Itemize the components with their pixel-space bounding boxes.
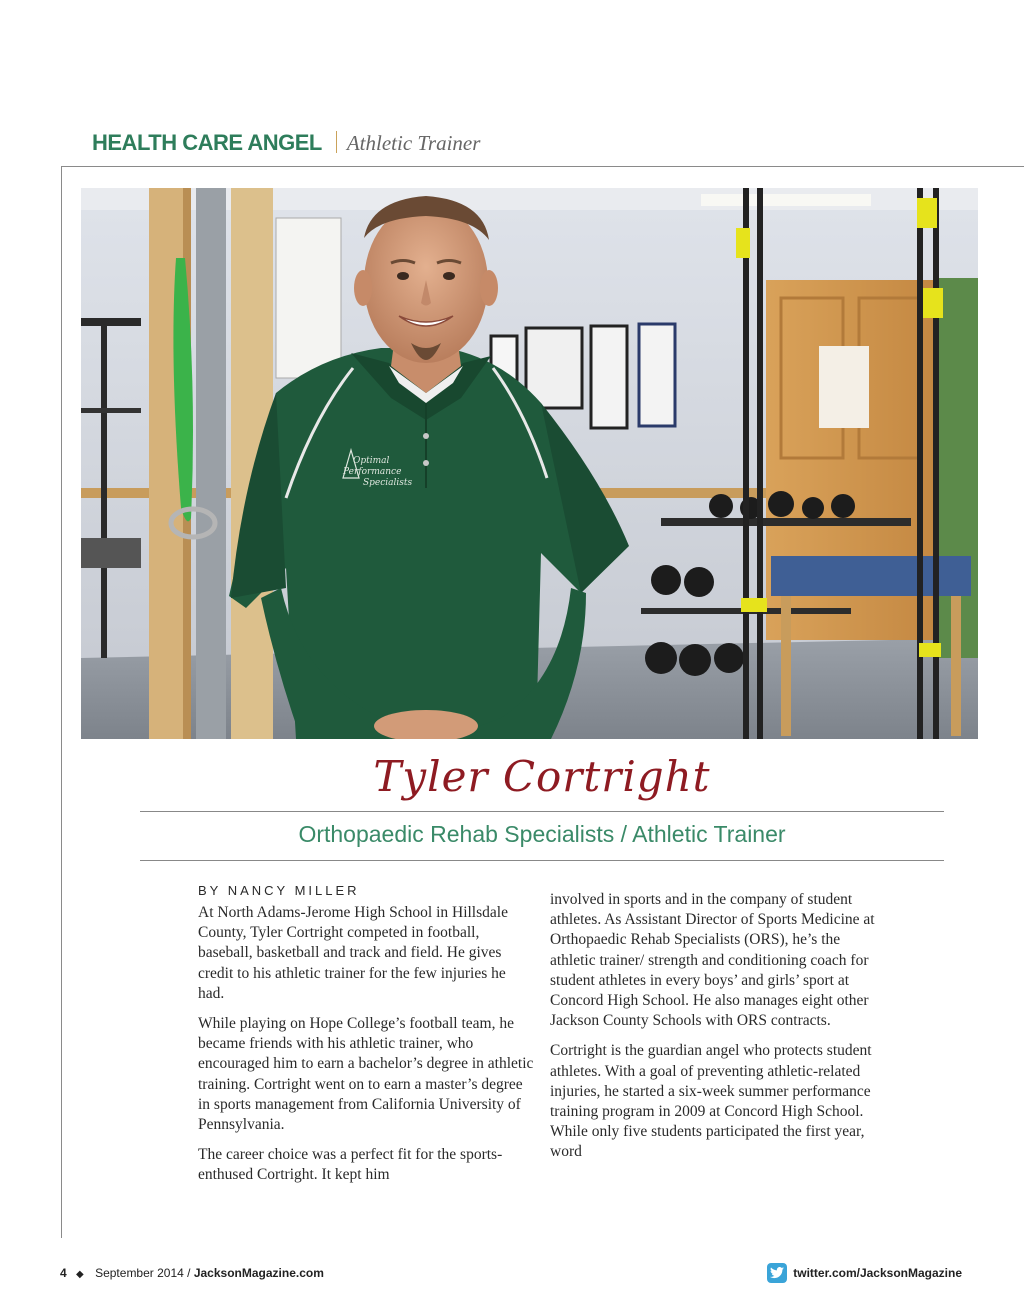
twitter-icon xyxy=(767,1263,787,1283)
diamond-icon: ◆ xyxy=(76,1269,84,1280)
title-rule-top xyxy=(140,811,944,812)
twitter-footer[interactable] xyxy=(767,1263,962,1283)
paragraph: The career choice was a perfect fit for the sports-enthused Cortright. It kept him xyxy=(198,1146,503,1184)
title-rule-bottom xyxy=(140,860,944,861)
article-name-title: Tyler Cortright xyxy=(373,752,711,801)
page-footer-left xyxy=(60,1266,324,1280)
portrait-photo xyxy=(81,188,978,739)
article-column-1 xyxy=(198,903,534,1196)
frame-top-rule xyxy=(61,166,1024,167)
section-subtitle: Athletic Trainer xyxy=(346,131,481,155)
paragraph: While playing on Hope College’s football team, he became friends with his athletic trainer, who encouraged him to earn a bachelor’s degree in athletic training. Cortright went on to earn a master’s degree in sports management from California University of Pennsylvania. xyxy=(198,1015,534,1134)
page-number: 4 xyxy=(60,1266,67,1280)
twitter-handle: twitter.com/JacksonMagazine xyxy=(793,1266,962,1280)
paragraph: At North Adams-Jerome High School in Hillsdale County, Tyler Cortright competed in football, baseball, basketball and track and field. He gives credit to his athletic trainer for the few injuries he had. xyxy=(198,904,508,1002)
header-divider xyxy=(336,131,337,153)
section-title: HEALTH CARE ANGEL xyxy=(92,130,322,155)
portrait-photo-illustration xyxy=(81,188,978,739)
shirt-logo-line2: Performance xyxy=(343,467,402,477)
section-header xyxy=(92,128,480,162)
shirt-logo-line1: Optimal xyxy=(353,456,390,466)
site-link[interactable]: JacksonMagazine.com xyxy=(193,1266,324,1280)
shirt-logo-line3: Specialists xyxy=(363,478,413,488)
frame-left-rule xyxy=(61,166,62,1238)
article-byline: BY NANCY MILLER xyxy=(198,883,360,898)
article-organization: Orthopaedic Rehab Specialists / Athletic Trainer xyxy=(298,821,786,847)
paragraph: Cortright is the guardian angel who protects student athletes. With a goal of preventing athletic-related injuries, he started a six-week summer performance training program in 2009 at Concord High School. While only five students participated the first year, word xyxy=(550,1042,872,1161)
issue-date: September 2014 / xyxy=(95,1266,191,1280)
article-column-2 xyxy=(550,890,886,1173)
paragraph: involved in sports and in the company of student athletes. As Assistant Director of Sports Medicine at Orthopaedic Rehab Specialists (ORS), he’s the athletic trainer/ strength and conditioning coach for student athletes in every boys’ and girls’ sport at Concord High School. He also manages eight other Jackson County Schools with ORS contracts. xyxy=(550,891,875,1030)
